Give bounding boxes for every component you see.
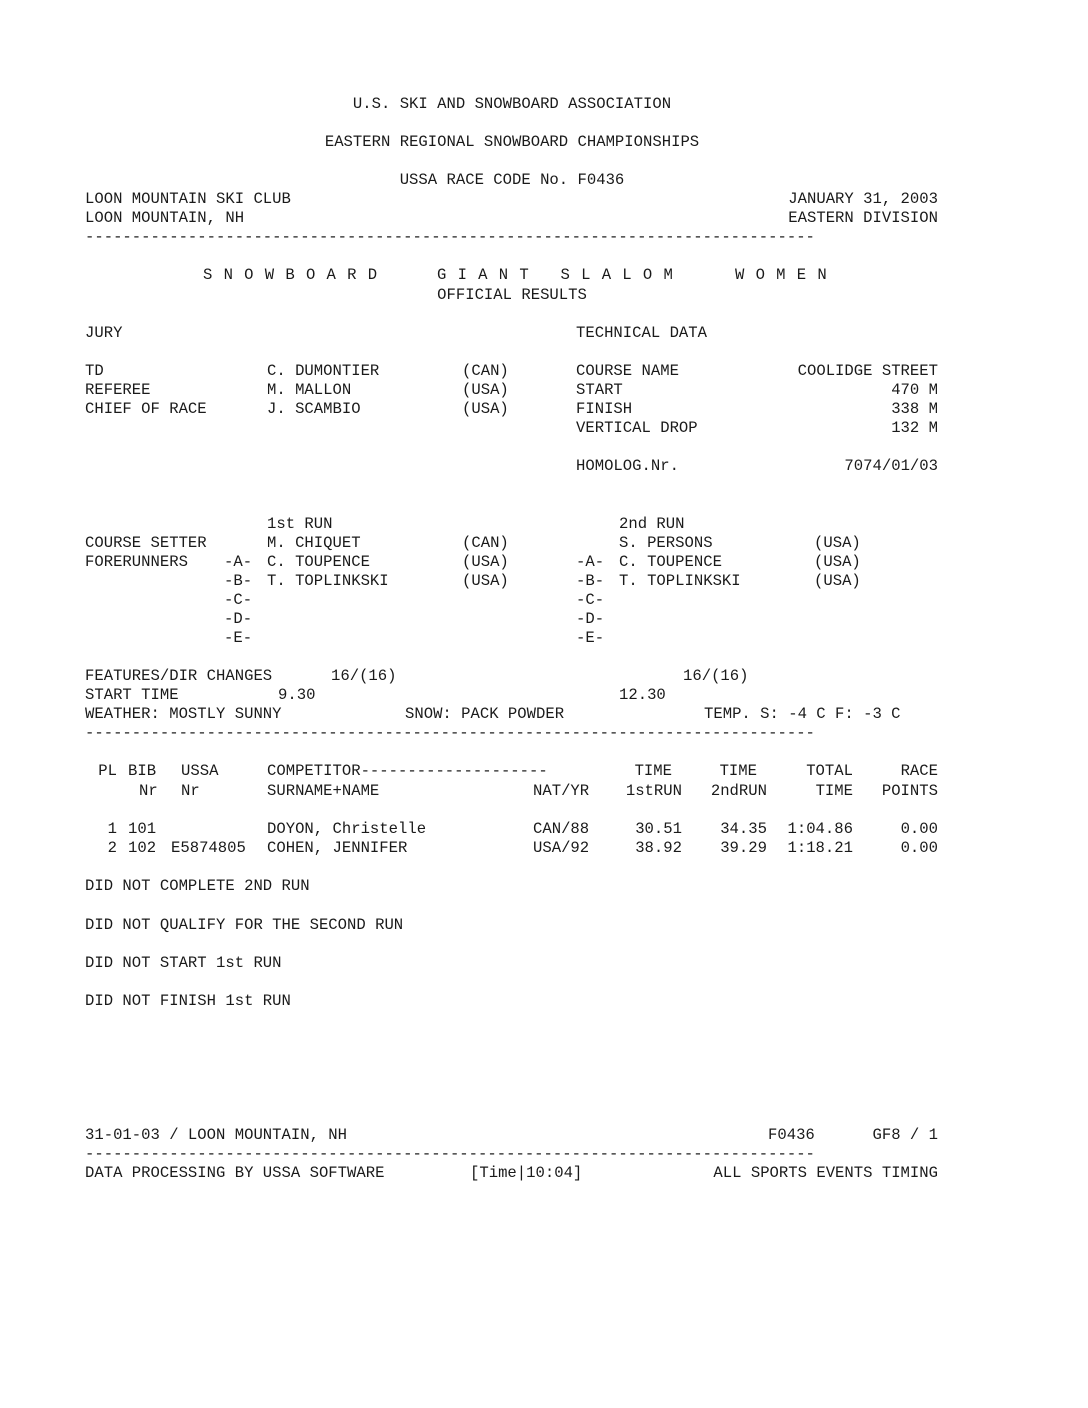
dns-run1-heading: DID NOT START 1st RUN (85, 954, 282, 972)
col-header-bib-nr: Nr (139, 782, 158, 800)
start-time-label: START TIME (85, 686, 179, 704)
run1-slot-c: -C- (224, 591, 253, 609)
result-row-1-bib: 101 (128, 820, 157, 838)
col-header-run1: 1stRUN (625, 782, 682, 800)
run1-slot-b: -B- (224, 572, 253, 590)
race-date: JANUARY 31, 2003 (788, 190, 938, 208)
run1-slot-a: -A- (224, 553, 253, 571)
course-name-value: COOLIDGE STREET (797, 362, 938, 380)
footer-timing: ALL SPORTS EVENTS TIMING (713, 1164, 938, 1182)
finish-label: FINISH (576, 400, 633, 418)
result-row-2-total: 1:18.21 (787, 839, 853, 857)
run1-forerunner-b-name: T. TOPLINKSKI (267, 572, 389, 590)
event-type-title: GIANT SLALOM (437, 266, 685, 284)
dnf-run1-heading: DID NOT FINISH 1st RUN (85, 992, 291, 1010)
dnq-run2-heading: DID NOT QUALIFY FOR THE SECOND RUN (85, 916, 404, 934)
run2-forerunner-b-nat: (USA) (814, 572, 861, 590)
jury-role-td: TD (85, 362, 104, 380)
homolog-label: HOMOLOG.Nr. (576, 457, 679, 475)
features-label: FEATURES/DIR CHANGES (85, 667, 273, 685)
run1-slot-d: -D- (224, 610, 253, 628)
temperature: TEMP. S: -4 C F: -3 C (704, 705, 901, 723)
forerunners-label: FORERUNNERS (85, 553, 188, 571)
vertical-drop-value: 132 M (891, 419, 938, 437)
run2-slot-d: -D- (576, 610, 605, 628)
result-row-1-run2: 34.35 (720, 820, 767, 838)
dnc-run2-heading: DID NOT COMPLETE 2ND RUN (85, 877, 310, 895)
result-row-2-ussa: E5874805 (171, 839, 246, 857)
divider-line: ------------------------------------------------------------------------------ (85, 724, 815, 742)
result-row-2-run1: 38.92 (635, 839, 682, 857)
start-label: START (576, 381, 623, 399)
run2-slot-e: -E- (576, 629, 605, 647)
result-row-1-total: 1:04.86 (787, 820, 853, 838)
run1-label: 1st RUN (267, 515, 333, 533)
start-value: 470 M (891, 381, 938, 399)
run2-forerunner-a-name: C. TOUPENCE (619, 553, 722, 571)
event-title: EASTERN REGIONAL SNOWBOARD CHAMPIONSHIPS (324, 133, 700, 151)
run2-label: 2nd RUN (619, 515, 685, 533)
club-name: LOON MOUNTAIN SKI CLUB (85, 190, 291, 208)
race-location: LOON MOUNTAIN, NH (85, 209, 245, 227)
snow: SNOW: PACK POWDER (405, 705, 565, 723)
result-row-1-points: 0.00 (900, 820, 938, 838)
run2-slot-c: -C- (576, 591, 605, 609)
run2-slot-b: -B- (576, 572, 605, 590)
features-run1: 16/(16) (331, 667, 397, 685)
vertical-drop-label: VERTICAL DROP (576, 419, 698, 437)
result-row-1-nat: CAN/88 (533, 820, 590, 838)
col-header-pl: PL (98, 762, 117, 780)
start-time-run2: 12.30 (619, 686, 666, 704)
col-header-bib: BIB (128, 762, 157, 780)
category-title: WOMEN (735, 266, 838, 284)
discipline-title: SNOWBOARD (203, 266, 389, 284)
jury-role-chief: CHIEF OF RACE (85, 400, 207, 418)
division: EASTERN DIVISION (788, 209, 938, 227)
jury-nat-referee: (USA) (462, 381, 509, 399)
col-header-total-time: TIME (815, 782, 853, 800)
result-row-2-nat: USA/92 (533, 839, 590, 857)
course-name-label: COURSE NAME (576, 362, 679, 380)
run2-setter-name: S. PERSONS (619, 534, 713, 552)
run1-setter-nat: (CAN) (462, 534, 509, 552)
result-row-1-run1: 30.51 (635, 820, 682, 838)
result-row-2-run2: 39.29 (720, 839, 767, 857)
jury-nat-td: (CAN) (462, 362, 509, 380)
official-results-subtitle: OFFICIAL RESULTS (437, 286, 587, 304)
run1-forerunner-b-nat: (USA) (462, 572, 509, 590)
footer-page: GF8 / 1 (872, 1126, 938, 1144)
col-header-time2: TIME (719, 762, 757, 780)
run1-slot-e: -E- (224, 629, 253, 647)
col-header-race: RACE (900, 762, 938, 780)
homolog-value: 7074/01/03 (844, 457, 938, 475)
result-row-1-pl: 1 (107, 820, 117, 838)
col-header-run2: 2ndRUN (710, 782, 767, 800)
weather: WEATHER: MOSTLY SUNNY (85, 705, 282, 723)
col-header-ussa-nr: Nr (181, 782, 200, 800)
col-header-points: POINTS (881, 782, 938, 800)
col-header-time1: TIME (634, 762, 672, 780)
jury-heading: JURY (85, 324, 123, 342)
run2-setter-nat: (USA) (814, 534, 861, 552)
run1-setter-name: M. CHIQUET (267, 534, 361, 552)
jury-name-referee: M. MALLON (267, 381, 352, 399)
course-setter-label: COURSE SETTER (85, 534, 207, 552)
col-header-total: TOTAL (806, 762, 853, 780)
race-code: USSA RACE CODE No. F0436 (399, 171, 625, 189)
finish-value: 338 M (891, 400, 938, 418)
col-header-competitor: COMPETITOR-------------------- (267, 762, 548, 780)
jury-name-chief: J. SCAMBIO (267, 400, 361, 418)
result-row-2-name: COHEN, JENNIFER (267, 839, 408, 857)
col-header-ussa: USSA (181, 762, 219, 780)
jury-name-td: C. DUMONTIER (267, 362, 380, 380)
run2-forerunner-a-nat: (USA) (814, 553, 861, 571)
result-row-2-points: 0.00 (900, 839, 938, 857)
footer-date-location: 31-01-03 / LOON MOUNTAIN, NH (85, 1126, 348, 1144)
col-header-name: SURNAME+NAME (267, 782, 380, 800)
jury-nat-chief: (USA) (462, 400, 509, 418)
jury-role-referee: REFEREE (85, 381, 151, 399)
footer-processing: DATA PROCESSING BY USSA SOFTWARE (85, 1164, 385, 1182)
technical-heading: TECHNICAL DATA (576, 324, 708, 342)
footer-time-stamp: [Time|10:04] (470, 1164, 583, 1182)
col-header-nat: NAT/YR (533, 782, 590, 800)
divider-line: ------------------------------------------------------------------------------ (85, 1145, 815, 1163)
run1-forerunner-a-nat: (USA) (462, 553, 509, 571)
org-title: U.S. SKI AND SNOWBOARD ASSOCIATION (352, 95, 672, 113)
start-time-run1: 9.30 (278, 686, 316, 704)
run1-forerunner-a-name: C. TOUPENCE (267, 553, 370, 571)
result-row-2-bib: 102 (128, 839, 157, 857)
result-row-2-pl: 2 (107, 839, 117, 857)
result-row-1-name: DOYON, Christelle (267, 820, 427, 838)
run2-slot-a: -A- (576, 553, 605, 571)
footer-race-code: F0436 (768, 1126, 815, 1144)
features-run2: 16/(16) (683, 667, 749, 685)
divider-line: ------------------------------------------------------------------------------ (85, 228, 815, 246)
run2-forerunner-b-name: T. TOPLINKSKI (619, 572, 741, 590)
